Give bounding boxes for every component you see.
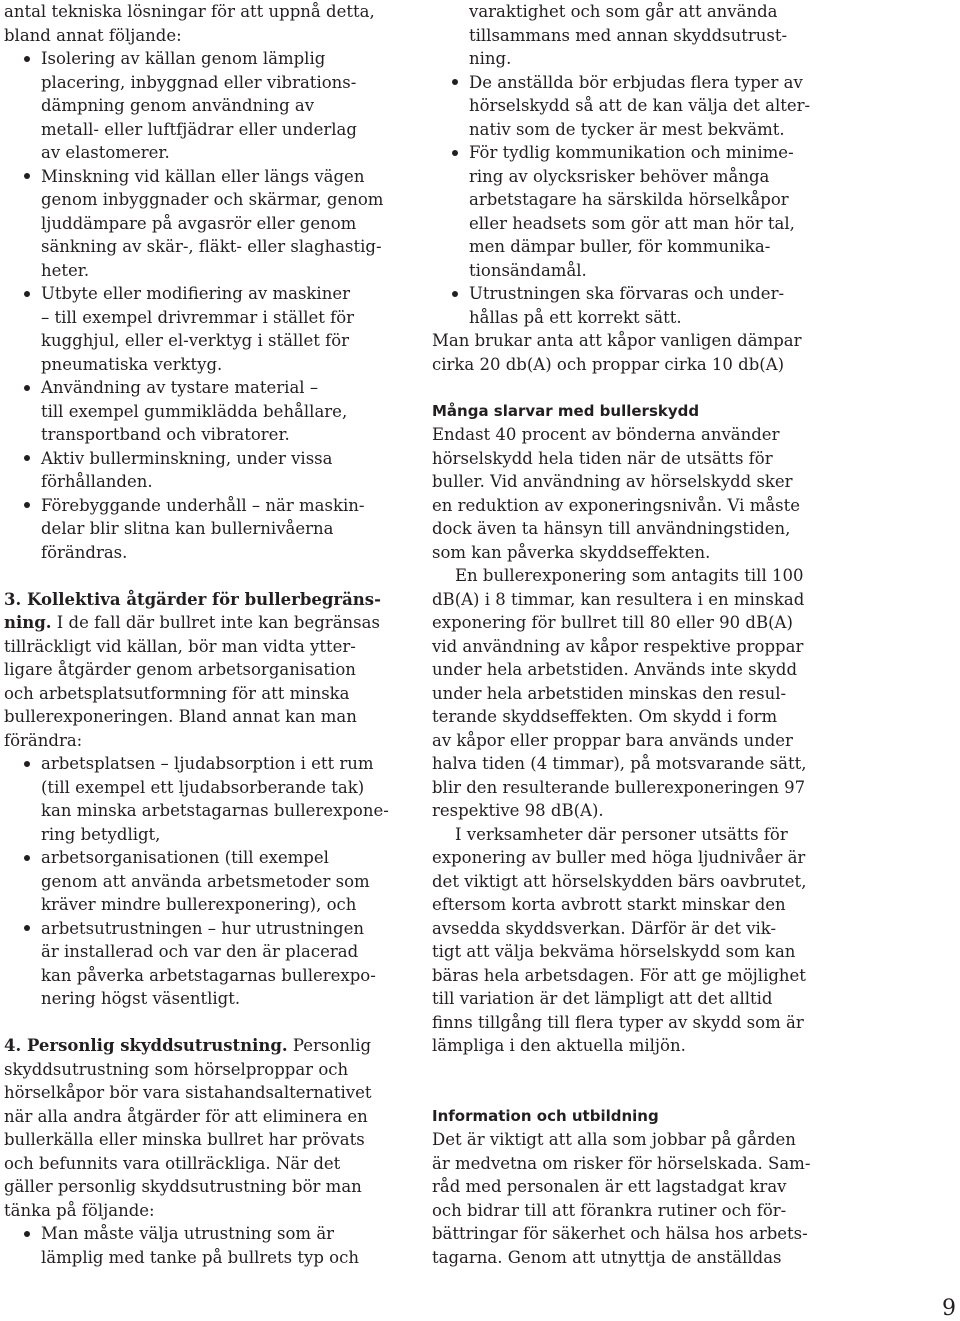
text-line: förändras. xyxy=(41,542,128,562)
text-line: och bidrar till att förankra rutiner och för- xyxy=(432,1200,787,1220)
text-line: tillräckligt vid källan, bör man vidta ytter- xyxy=(4,636,356,656)
text-line: kan påverka arbetstagarnas bullerexpo- xyxy=(41,965,376,985)
text-line: – till exempel drivremmar i stället för xyxy=(41,307,355,327)
text-line: under hela arbetstiden. Används inte skydd xyxy=(432,660,798,679)
text-line: tillsammans med annan skyddsutrust- xyxy=(469,25,788,45)
text-line: av elastomerer. xyxy=(41,143,170,162)
text-line: förändra: xyxy=(4,730,83,750)
list-item: arbetsutrustningen – hur utrustningen xyxy=(4,917,409,941)
text-line: I verksamheter där personer utsätts för xyxy=(455,824,788,844)
page-number: 9 xyxy=(942,1296,956,1321)
text-line: kan minska arbetstagarnas bullerexpone- xyxy=(41,801,389,820)
text-line: när alla andra åtgärder för att eliminera en xyxy=(4,1106,368,1126)
text-line: genom inbyggnader och skärmar, genom xyxy=(41,190,384,209)
text-line: delar blir slitna kan bullernivåerna xyxy=(41,519,334,538)
right-column xyxy=(432,0,837,1269)
text-line: vid användning av kåpor respektive proppar xyxy=(432,636,804,656)
text-line: och befunnits vara otillräckliga. När det xyxy=(4,1153,341,1173)
text-line: men dämpar buller, för kommunika- xyxy=(469,237,771,256)
text-line: eller headsets som gör att man hör tal, xyxy=(469,213,795,233)
list-item: Man måste välja utrustning som är xyxy=(4,1222,409,1246)
text-line: (till exempel ett ljudabsorberande tak) xyxy=(41,777,365,797)
text-line: hörselskydd så att de kan välja det alter- xyxy=(469,96,811,115)
text-line: hörselkåpor bör vara sistahandsalternativet xyxy=(4,1083,372,1102)
text-line: det viktigt att hörselskydden bärs oavbrutet, xyxy=(432,871,807,891)
text-line: genom att använda arbetsmetoder som xyxy=(41,871,370,891)
text-line: nering högst väsentligt. xyxy=(41,989,241,1008)
section-heading-4: 4. Personlig skyddsutrustning. xyxy=(4,1036,288,1055)
text-line: kugghjul, eller el-verktyg i stället för xyxy=(41,331,350,350)
text-line: hörselskydd hela tiden när de utsätts för xyxy=(432,448,773,468)
text-line: förhållanden. xyxy=(41,472,153,491)
text-line: tionsändamål. xyxy=(469,260,587,280)
text-line: bland annat följande: xyxy=(4,25,182,45)
text-line: gäller personlig skyddsutrustning bör man xyxy=(4,1177,362,1196)
list-item: Utbyte eller modifiering av maskiner xyxy=(4,282,409,306)
text-line: till variation är det lämpligt att det alltid xyxy=(432,989,773,1008)
text-line: pneumatiska verktyg. xyxy=(41,354,223,374)
text-line: ning. xyxy=(469,49,512,68)
list-item: Aktiv bullerminskning, under vissa xyxy=(4,447,409,471)
text-line: terande skyddseffekten. Om skydd i form xyxy=(432,707,778,726)
text-line: halva tiden (4 timmar), på motsvarande sätt, xyxy=(432,754,807,773)
text-line: till exempel gummiklädda behållare, xyxy=(41,401,348,421)
text-line: lämplig med tanke på bullrets typ och xyxy=(41,1247,359,1267)
text-line: dB(A) i 8 timmar, kan resultera i en minskad xyxy=(432,589,805,609)
text-line: tagarna. Genom att utnyttja de anställdas xyxy=(432,1247,782,1267)
text-line: arbetstagare ha särskilda hörselkåpor xyxy=(469,190,789,209)
text-line: bullerexponeringen. Bland annat kan man xyxy=(4,707,357,726)
text-line: är installerad och var den är placerad xyxy=(41,942,359,961)
text-line: skyddsutrustning som hörselproppar och xyxy=(4,1059,349,1079)
list-item: Minskning vid källan eller längs vägen xyxy=(4,165,409,189)
list-item: Isolering av källan genom lämplig xyxy=(4,47,409,71)
text-line: varaktighet och som går att använda xyxy=(469,2,778,21)
text-line: nativ som de tycker är mest bekvämt. xyxy=(469,119,785,139)
text-line: tänka på följande: xyxy=(4,1200,155,1220)
text-line: exponering för bullret till 80 eller 90 dB(A) xyxy=(432,613,793,632)
text-line: av kåpor eller proppar bara används under xyxy=(432,730,793,750)
text-line xyxy=(4,611,409,635)
text-line: Endast 40 procent av bönderna använder xyxy=(432,425,780,444)
text-line: sänkning av skär-, fläkt- eller slaghastig- xyxy=(41,237,382,256)
text-line: Det är viktigt att alla som jobbar på gården xyxy=(432,1130,796,1149)
text-line: exponering av buller med höga ljudnivåer är xyxy=(432,848,806,867)
text-line: Man brukar anta att kåpor vanligen dämpar xyxy=(432,331,802,350)
text-line: bäras hela arbetsdagen. För att ge möjlighet xyxy=(432,965,806,985)
text-line: bättringar för säkerhet och hälsa hos arbets- xyxy=(432,1224,808,1243)
list-item: Förebyggande underhåll – när maskin- xyxy=(4,494,409,518)
list-item: arbetsorganisationen (till exempel xyxy=(4,846,409,870)
left-column xyxy=(4,0,409,1269)
text-line: och arbetsplatsutformning för att minska xyxy=(4,683,350,703)
text-line: råd med personalen är ett lagstadgat krav xyxy=(432,1177,787,1196)
text-line: eftersom korta avbrott starkt minskar den xyxy=(432,895,786,914)
section-heading-3: 3. Kollektiva åtgärder för bullerbegräns- xyxy=(4,589,381,609)
text-line: som kan påverka skyddseffekten. xyxy=(432,542,711,562)
text-line: dämpning genom användning av xyxy=(41,96,315,115)
text-line: En bullerexponering som antagits till 100 xyxy=(455,566,804,585)
text-line: transportband och vibratorer. xyxy=(41,425,290,444)
text-line xyxy=(4,1034,409,1058)
text-line: antal tekniska lösningar för att uppnå detta, xyxy=(4,2,375,21)
list-item: arbetsplatsen – ljudabsorption i ett rum xyxy=(4,752,409,776)
text-line: heter. xyxy=(41,260,90,280)
text-line: kräver mindre bullerexponering), och xyxy=(41,895,357,914)
text-line: ring betydligt, xyxy=(41,824,161,844)
text-line: placering, inbyggnad eller vibrations- xyxy=(41,72,357,92)
text-line: blir den resulterande bullerexponeringen 97 xyxy=(432,777,806,797)
list-item: Utrustningen ska förvaras och under- xyxy=(432,282,837,306)
text-line: tigt att välja bekväma hörselskydd som kan xyxy=(432,942,796,961)
text-line: dock även ta hänsyn till användningstiden, xyxy=(432,519,791,538)
text-line: ligare åtgärder genom arbetsorganisation xyxy=(4,660,356,679)
text-line: finns tillgång till flera typer av skydd som är xyxy=(432,1012,804,1032)
text-line: är medvetna om risker för hörselskada. Sam- xyxy=(432,1153,811,1173)
text-line: cirka 20 db(A) och proppar cirka 10 db(A) xyxy=(432,354,785,374)
text-line: hållas på ett korrekt sätt. xyxy=(469,307,682,327)
text-line: under hela arbetstiden minskas den resul- xyxy=(432,683,787,703)
list-item: De anställda bör erbjudas flera typer av xyxy=(432,71,837,95)
text-line: en reduktion av exponeringsnivån. Vi måste xyxy=(432,495,801,515)
section-heading-3-cont: ning. xyxy=(4,613,52,632)
text-line: respektive 98 dB(A). xyxy=(432,801,604,820)
text-line: ring av olycksrisker behöver många xyxy=(469,166,770,186)
section-heading-info: Information och utbildning xyxy=(432,1106,659,1125)
text-line: avsedda skyddsverkan. Därför är det vik- xyxy=(432,918,777,938)
list-item: Användning av tystare material – xyxy=(4,376,409,400)
text-line: buller. Vid användning av hörselskydd sker xyxy=(432,472,793,491)
text-fragment: Personlig xyxy=(287,1036,372,1055)
text-line: bullerkälla eller minska bullret har prövats xyxy=(4,1130,365,1149)
list-item: För tydlig kommunikation och minime- xyxy=(432,141,837,165)
section-heading-slarvar: Många slarvar med bullerskydd xyxy=(432,401,700,420)
text-line: metall- eller luftfjädrar eller underlag xyxy=(41,119,357,139)
text-line: lämpliga i den aktuella miljön. xyxy=(432,1036,686,1055)
text-fragment: I de fall där bullret inte kan begränsas xyxy=(51,613,380,632)
text-line: ljuddämpare på avgasrör eller genom xyxy=(41,213,357,233)
